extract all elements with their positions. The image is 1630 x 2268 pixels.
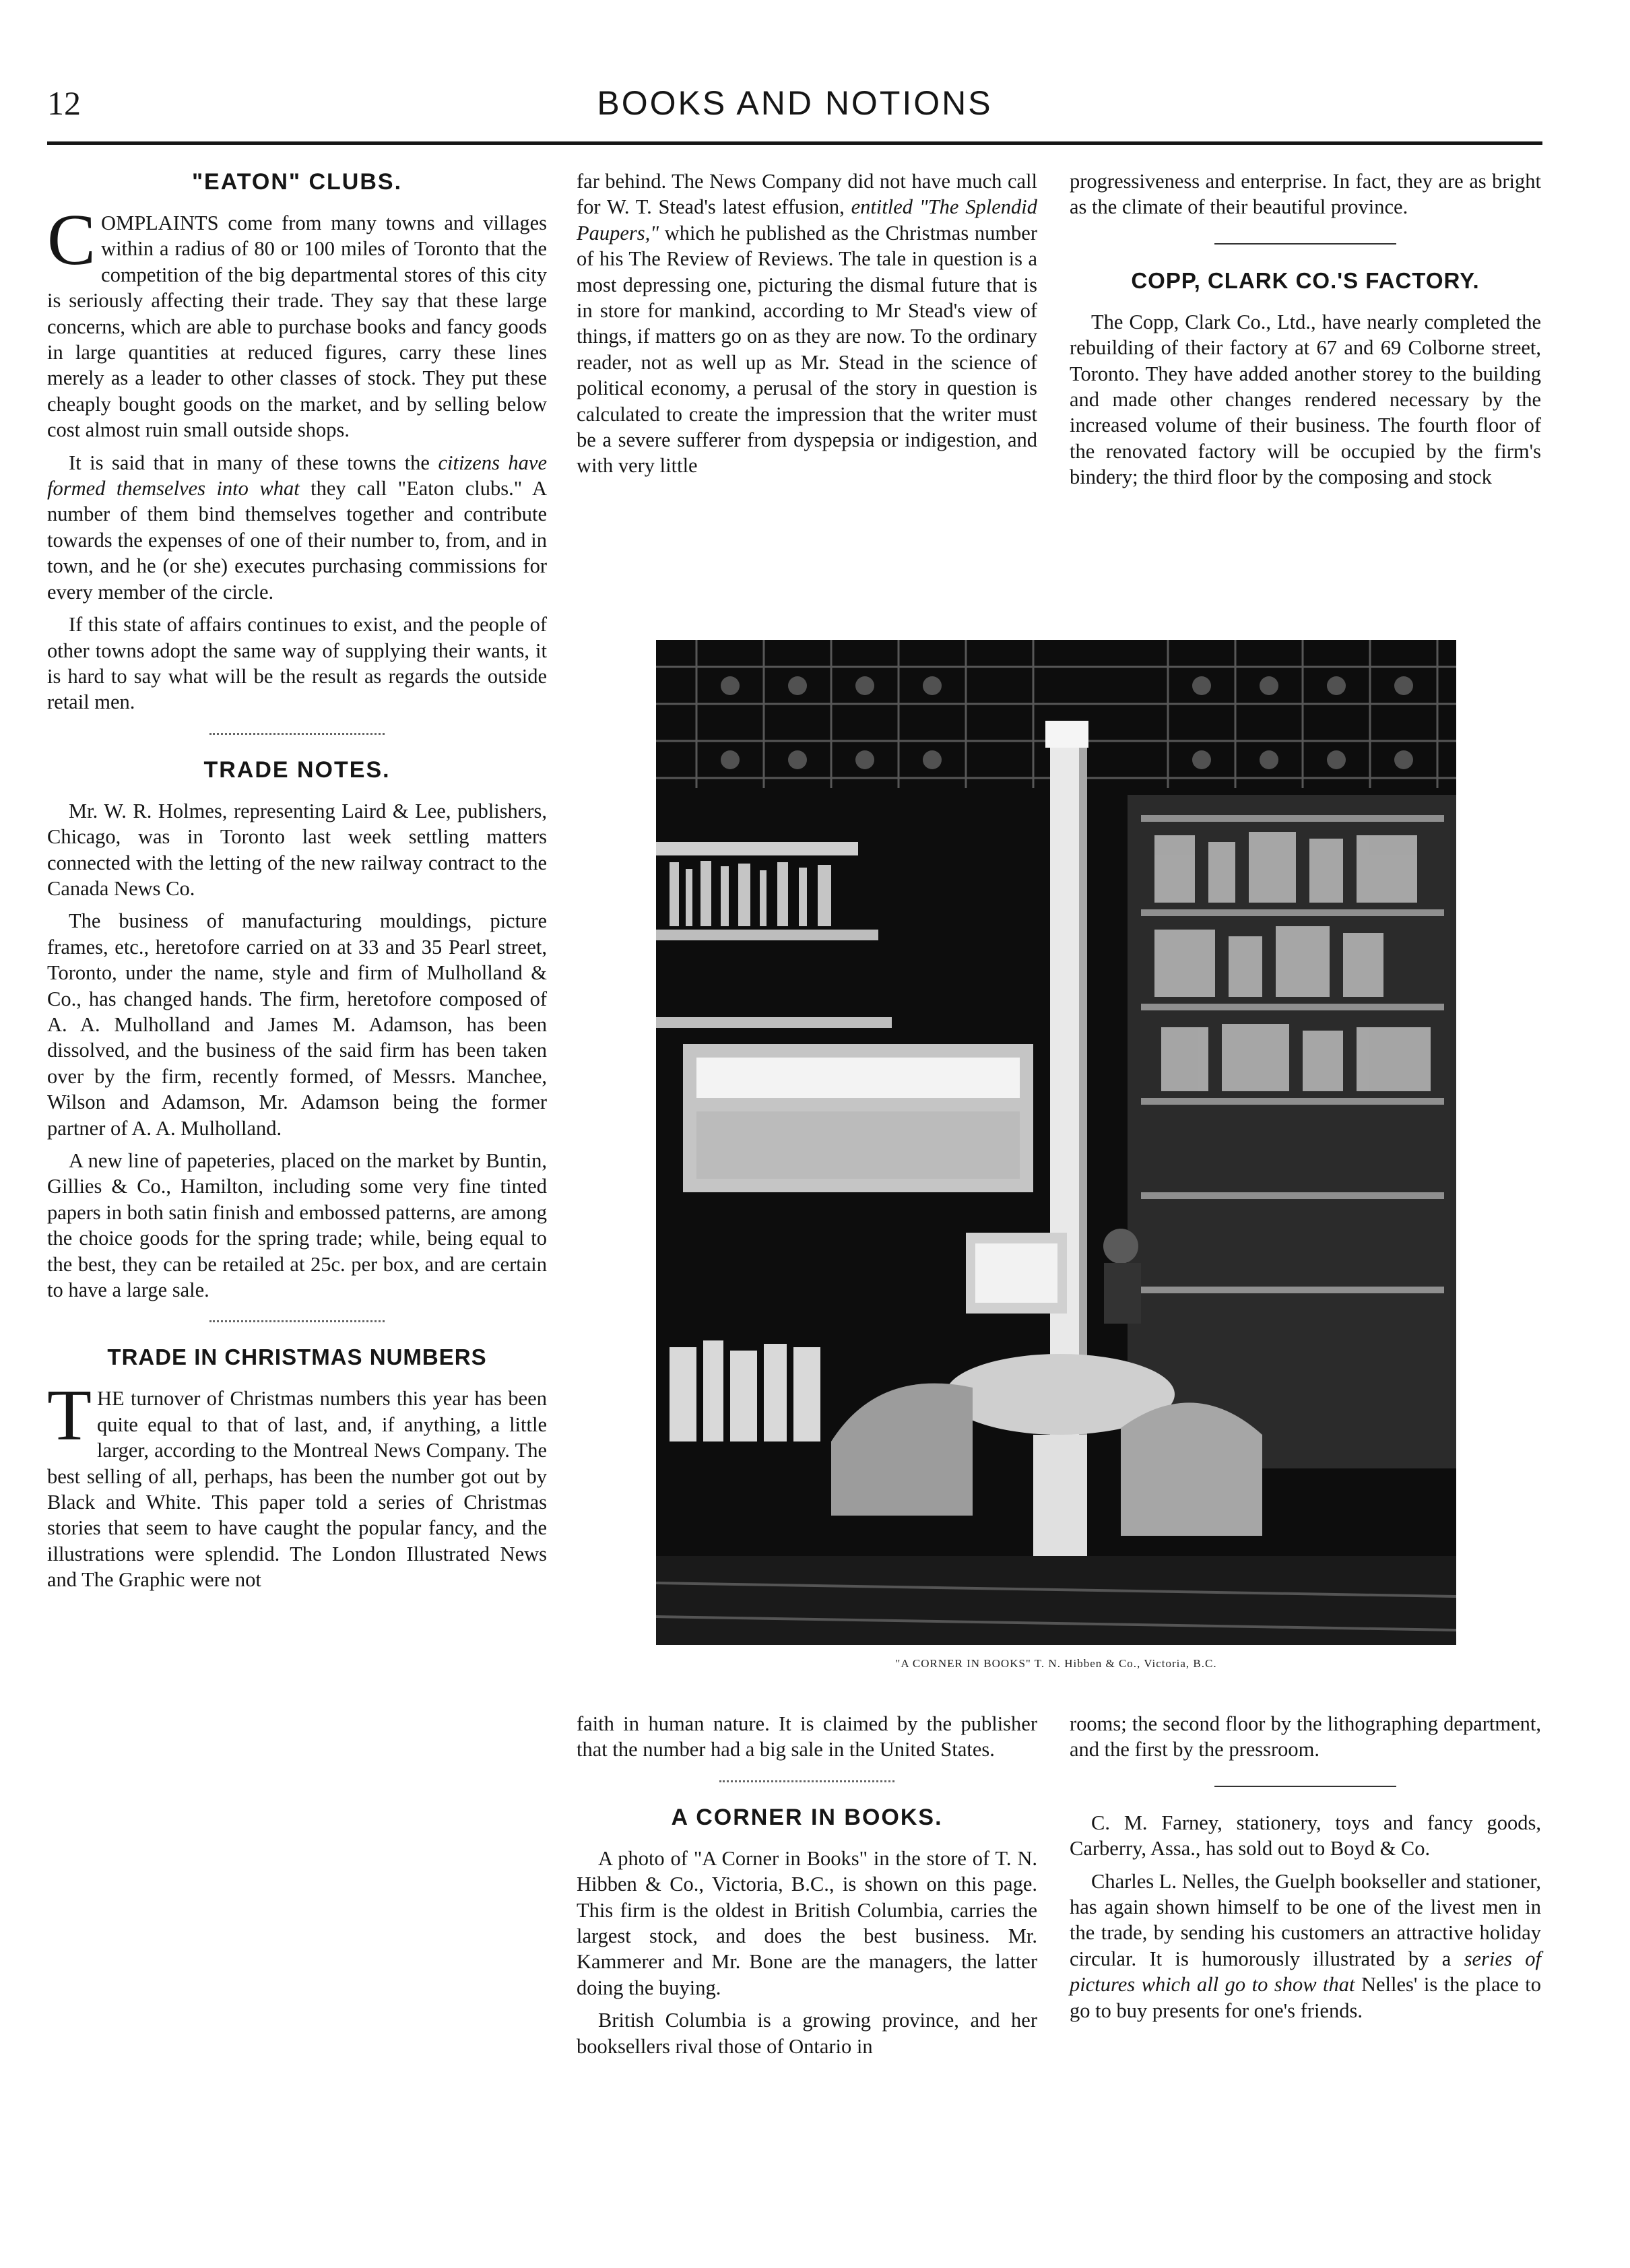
eaton-paragraph-3: If this state of affairs continues to exist, and the people of other towns adopt the same way of supplying their wants, it is hard to say what will be the result as regards the outside retail men. — [47, 613, 547, 714]
eaton-paragraph-1 — [47, 200, 547, 443]
farney-note: C. M. Farney, stationery, toys and fancy goods, Carberry, Assa., has sold out to Boyd & Co. — [1070, 1811, 1541, 1860]
section-rule — [1214, 1786, 1396, 1787]
running-title: BOOKS AND NOTIONS — [597, 84, 993, 122]
corner-in-books-heading: A CORNER IN BOOKS. — [671, 1804, 943, 1830]
christmas-paragraph-1-text: HE turnover of Christmas numbers this year has been quite equal to that of last, and, if anything, a little larger, according to the Montreal News Company. The best selling of all, perhaps, has been the number got out by Black and White. This paper told a series of Christmas stories that seem to have caught the popular fancy, and the illustrations were splendid. The London Illustrated News and The Graphic were not — [47, 1387, 547, 1592]
corner-paragraph-1: A photo of "A Corner in Books" in the store of T. N. Hibben & Co., Victoria, B.C., is shown on this page. This firm is the oldest in British Columbia, carries the largest stock, and does the best business. Mr. Kammerer and Mr. Bone are the managers, the latter doing the buying. — [577, 1846, 1037, 1999]
eaton-paragraph-2-b: they call "Eaton clubs." A number of them bind themselves together and contribute towards the expenses of one of their number to, from, and in town, and he (or she) executes purchasing commissions for every member of the circle. — [47, 477, 547, 604]
christmas-paragraph-3: faith in human nature. It is claimed by the publisher that the number had a big sale in the United States. — [577, 1712, 1037, 1761]
trade-notes-paragraph-2: The business of manufacturing mouldings, picture frames, etc., heretofore carried on at 33 and 35 Pearl street, Toronto, under the name, style and firm of Mulholland & Co., has changed hands. The firm, heretofore composed of A. A. Mulholland and James M. Adamson, has been dissolved, and the business of the said firm has been taken over by the firm, recently formed, of Messrs. Manchee, Wilson and Adamson, Mr. Adamson being the former partner of A. A. Mulholland. — [47, 909, 547, 1140]
drop-cap-t: T — [47, 1375, 92, 1456]
christmas-paragraph-1 — [47, 1375, 547, 1592]
trade-notes-heading: TRADE NOTES. — [203, 756, 391, 783]
eaton-paragraph-2-a: It is said that in many of these towns the — [69, 451, 438, 474]
eaton-paragraph-1-text: OMPLAINTS come from many towns and villages within a radius of 80 or 100 miles of Toronto that the competition of the big departmental stores of this city is seriously affecting their trade. They say that these large concerns, which are able to purchase books and fancy goods in large quantities at reduced figures, carry these lines merely as a leader to other classes of stock. They put these cheaply bought goods on the market, and by selling below cost almost ruin small outside shops. — [47, 212, 547, 442]
column-left — [47, 168, 547, 1600]
christmas-numbers-heading: TRADE IN CHRISTMAS NUMBERS — [107, 1344, 487, 1370]
drop-cap-c: C — [47, 200, 96, 280]
section-divider — [209, 733, 385, 735]
section-divider — [719, 1780, 894, 1782]
eaton-paragraph-2 — [47, 450, 547, 605]
section-divider — [209, 1320, 385, 1322]
nelles-note — [1070, 1869, 1541, 2023]
eaton-paragraph-2-italic: citizens have formed themselves into what — [47, 451, 548, 500]
bookstore-photo-illustration — [656, 640, 1456, 1645]
copp-clark-heading: COPP, CLARK CO.'S FACTORY. — [1131, 267, 1480, 293]
corner-paragraph-2: British Columbia is a growing province, and her booksellers rival those of Ontario in — [577, 2009, 1037, 2058]
copp-lead: progressiveness and enterprise. In fact, they are as bright as the climate of their beautiful province. — [1070, 170, 1541, 219]
section-rule — [1214, 243, 1396, 245]
nelles-note-a: Charles L. Nelles, the Guelph bookseller and stationer, has again shown himself to be one of the livest men in the trade, by sending his customers an attractive holiday circular. It is humorously illustrated by a — [1070, 1869, 1541, 1970]
column-middle-bottom — [577, 1711, 1037, 2066]
copp-paragraph-1: The Copp, Clark Co., Ltd., have nearly completed the rebuilding of their factory at 67 and 69 Colborne street, Toronto. They have added another storey to the building and made other changes rendered necessary by the increased volume of their business. The fourth floor of the renovated factory will be occupied by the firm's bindery; the third floor by the composing and stock — [1070, 310, 1541, 489]
column-right-bottom — [1070, 1711, 1541, 2030]
christmas-paragraph-2 — [577, 168, 1037, 479]
eaton-clubs-heading: "EATON" CLUBS. — [191, 169, 403, 195]
bookstore-photo — [656, 640, 1456, 1645]
christmas-paragraph-2-a: far behind. The News Company did not have much call for W. T. Stead's latest effusion, — [577, 170, 1037, 219]
copp-paragraph-2: rooms; the second floor by the lithographing department, and the first by the pressroom. — [1070, 1712, 1541, 1761]
trade-notes-paragraph-3: A new line of papeteries, placed on the market by Buntin, Gillies & Co., Hamilton, including some very fine tinted papers in both satin finish and embossed patterns, are among the choice goods for the spring trade; while, being equal to the best, they can be retailed at 25c. per box, and are certain to have a large sale. — [47, 1149, 547, 1302]
trade-notes-paragraph-1: Mr. W. R. Holmes, representing Laird & Lee, publishers, Chicago, was in Toronto last week settling matters connected with the letting of the new railway contract to the Canada News Co. — [47, 799, 547, 900]
nelles-note-b: Nelles' is the place to go to buy presents for one's friends. — [1070, 1973, 1541, 2022]
nelles-note-italic: series of pictures which all go to show that — [1070, 1947, 1541, 1997]
page-number: 12 — [47, 84, 81, 122]
page-header — [47, 79, 1542, 140]
christmas-paragraph-2-italic: entitled "The Splendid Paupers," — [577, 195, 1038, 245]
column-middle-top — [577, 168, 1037, 486]
photo-caption: "A CORNER IN BOOKS" T. N. Hibben & Co., Victoria, B.C. — [895, 1657, 1217, 1670]
header-rule — [47, 141, 1542, 145]
column-right-top — [1070, 168, 1541, 497]
christmas-paragraph-2-b: which he published as the Christmas number of his The Review of Reviews. The tale in question is a most depressing one, picturing the dismal future that is in store for mankind, according to Mr Stead's view of things, if matters go on as they are now. To the ordinary reader, not as well up as Mr. Stead in the science of political economy, a perusal of the story in question is calculated to create the impression that the writer must be a severe sufferer from dyspepsia or indigestion, and with very little — [577, 221, 1037, 478]
